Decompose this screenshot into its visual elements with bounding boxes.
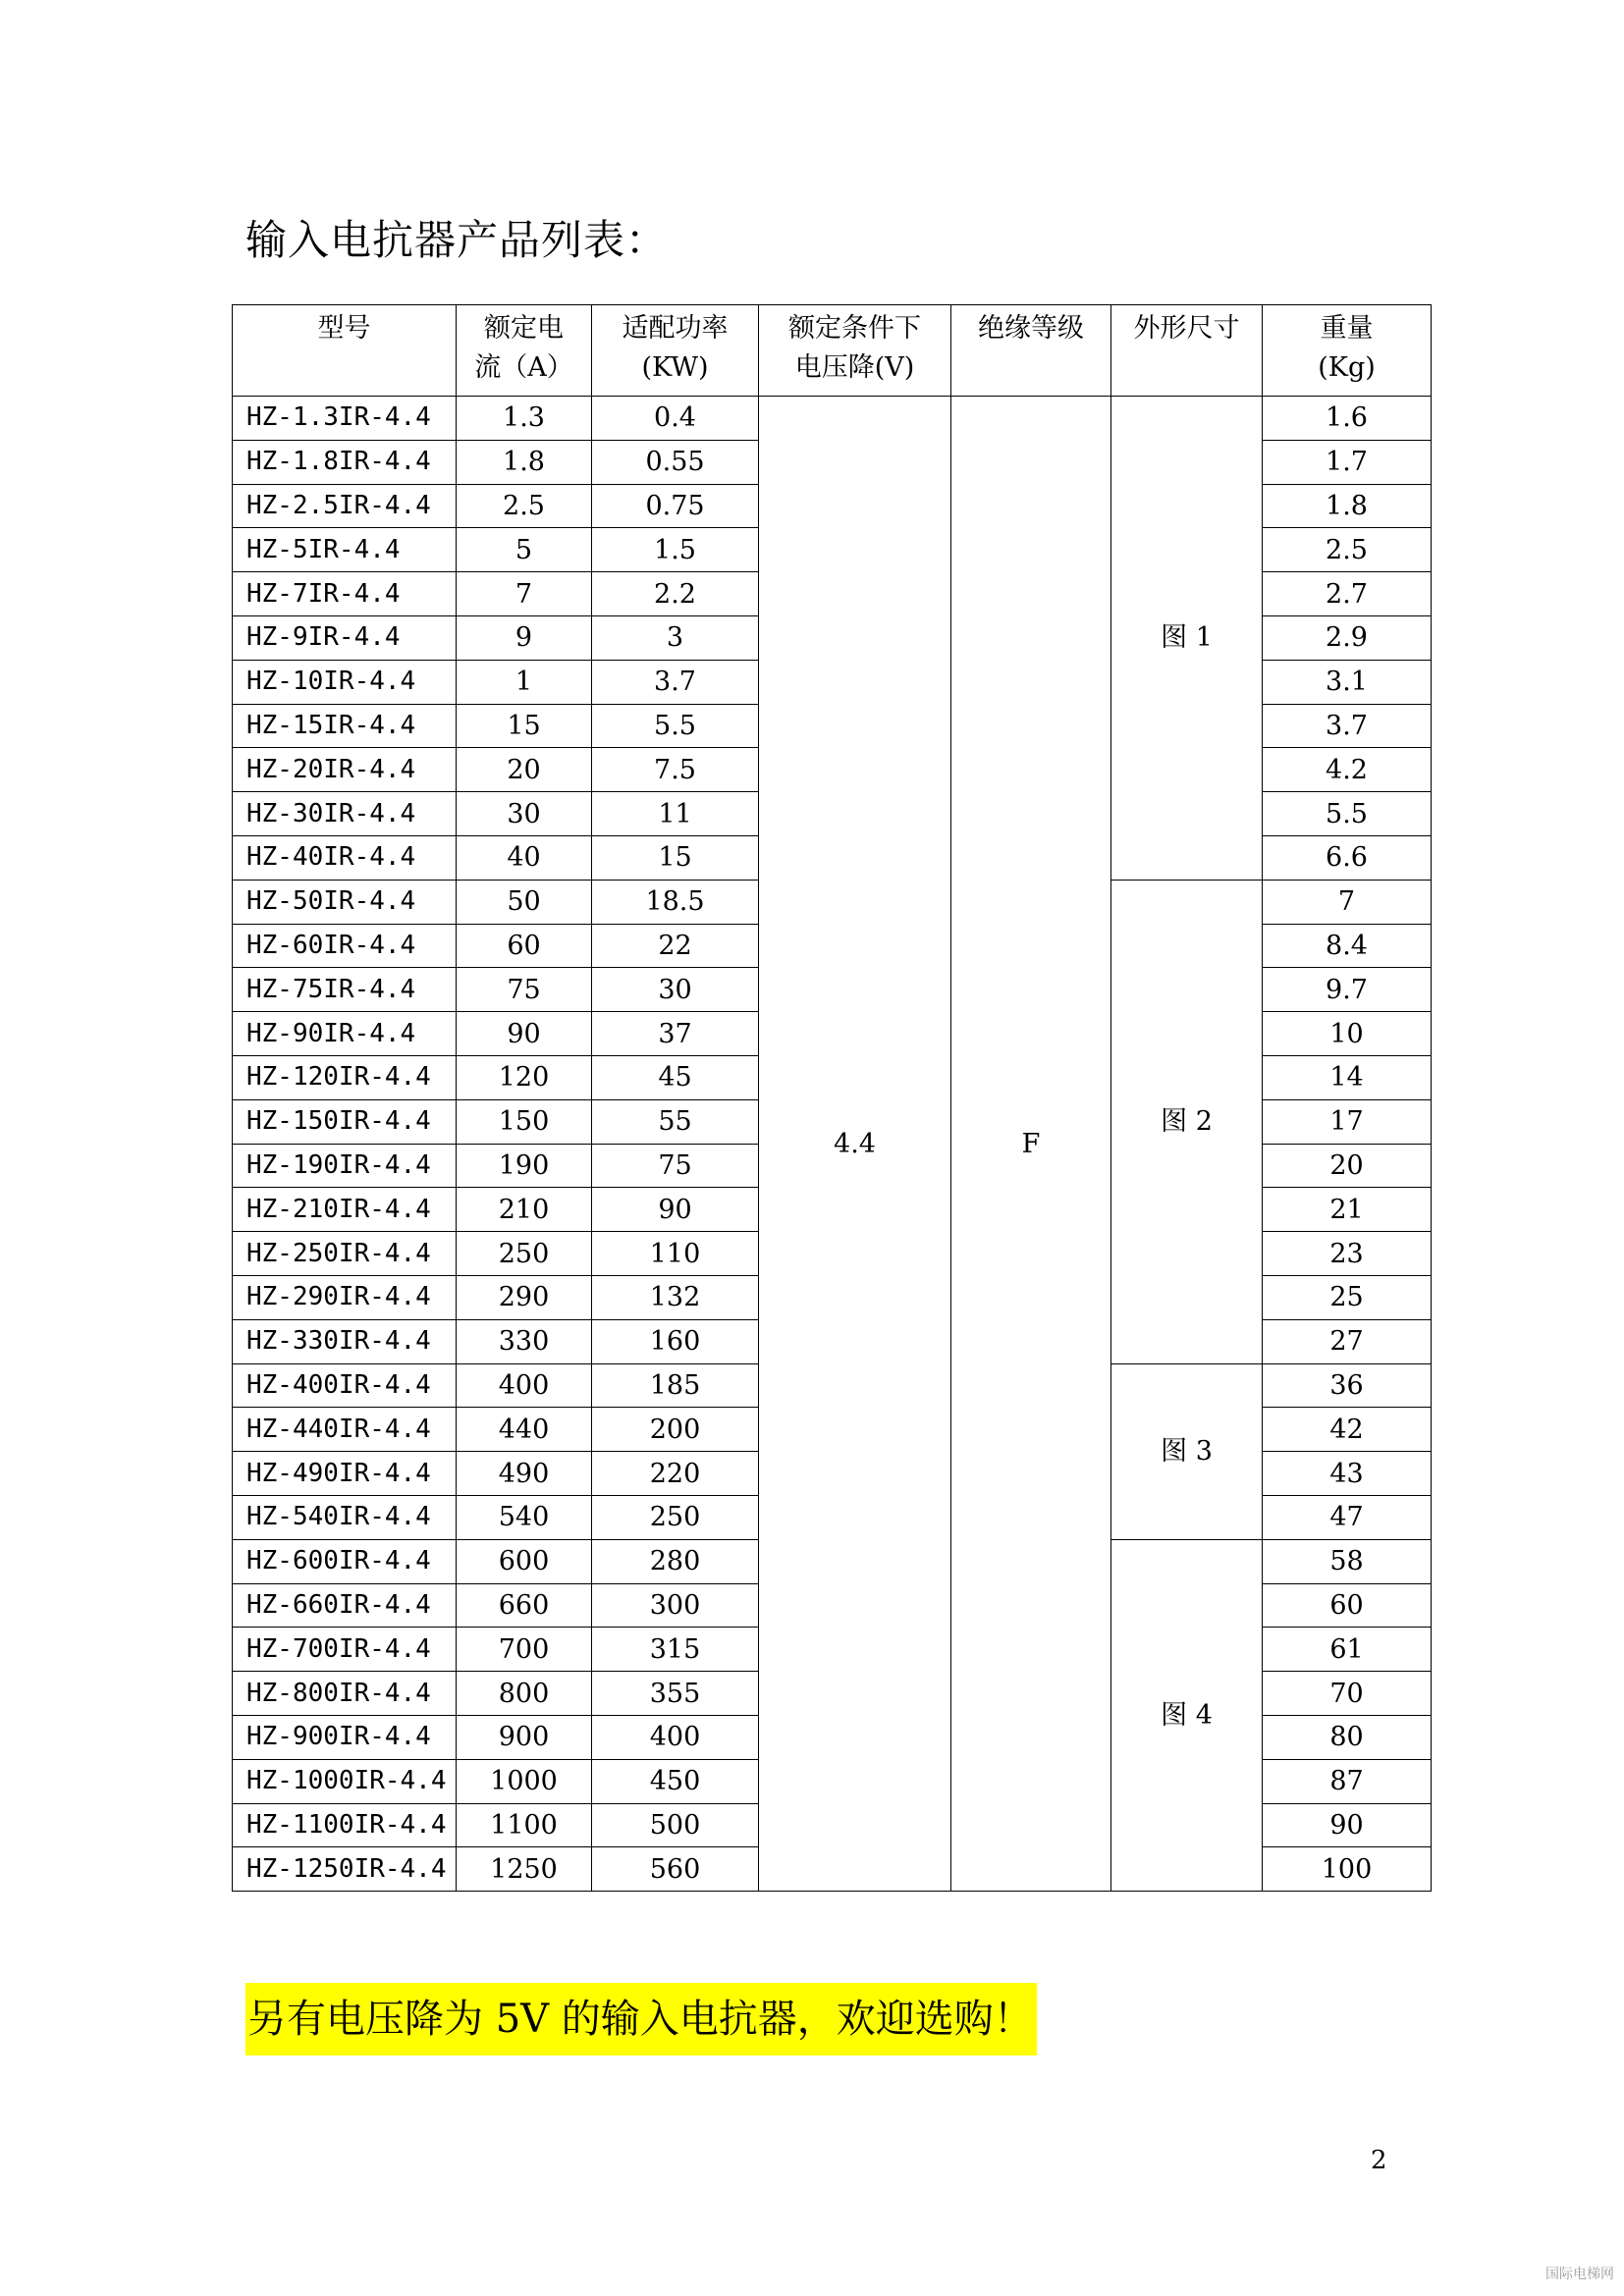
header-insulation xyxy=(951,305,1111,397)
cell-weight: 1.8 xyxy=(1263,484,1432,528)
header-text: 电压降(V) xyxy=(794,352,915,383)
cell-current: 660 xyxy=(457,1583,592,1628)
cell-power: 250 xyxy=(592,1495,759,1539)
cell-weight: 70 xyxy=(1263,1672,1432,1716)
cell-power: 132 xyxy=(592,1275,759,1319)
page-number: 2 xyxy=(1371,2146,1387,2175)
cell-model: HZ-1000IR-4.4 xyxy=(233,1759,457,1803)
header-text: 外形尺寸 xyxy=(1133,313,1240,344)
cell-weight: 20 xyxy=(1263,1144,1432,1188)
cell-weight: 9.7 xyxy=(1263,968,1432,1012)
header-text: 适配功率 xyxy=(622,313,729,344)
cell-power: 1.5 xyxy=(592,528,759,572)
cell-model: HZ-1100IR-4.4 xyxy=(233,1803,457,1847)
cell-model: HZ-1.8IR-4.4 xyxy=(233,440,457,484)
table-header-row xyxy=(233,305,1432,397)
cell-power: 315 xyxy=(592,1628,759,1672)
cell-model: HZ-540IR-4.4 xyxy=(233,1495,457,1539)
cell-current: 700 xyxy=(457,1628,592,1672)
cell-power: 45 xyxy=(592,1055,759,1099)
cell-power: 2.2 xyxy=(592,572,759,616)
header-text: 额定条件下 xyxy=(788,313,921,344)
cell-model: HZ-660IR-4.4 xyxy=(233,1583,457,1628)
header-power xyxy=(592,305,759,397)
header-text: 绝缘等级 xyxy=(978,313,1084,344)
cell-model: HZ-30IR-4.4 xyxy=(233,792,457,836)
cell-power: 280 xyxy=(592,1539,759,1583)
cell-weight: 17 xyxy=(1263,1099,1432,1144)
cell-weight: 1.6 xyxy=(1263,397,1432,441)
cell-power: 18.5 xyxy=(592,880,759,924)
cell-weight: 10 xyxy=(1263,1012,1432,1056)
cell-voltage-drop: 4.4 xyxy=(759,397,951,1892)
cell-model: HZ-50IR-4.4 xyxy=(233,880,457,924)
cell-weight: 4.2 xyxy=(1263,748,1432,792)
cell-power: 3.7 xyxy=(592,660,759,704)
cell-model: HZ-800IR-4.4 xyxy=(233,1672,457,1716)
cell-current: 900 xyxy=(457,1715,592,1759)
header-current xyxy=(457,305,592,397)
cell-current: 440 xyxy=(457,1408,592,1452)
header-size xyxy=(1111,305,1263,397)
cell-size-figure: 图 4 xyxy=(1111,1539,1263,1891)
cell-power: 15 xyxy=(592,835,759,880)
table-row xyxy=(233,397,1432,441)
cell-model: HZ-900IR-4.4 xyxy=(233,1715,457,1759)
cell-current: 1100 xyxy=(457,1803,592,1847)
cell-model: HZ-330IR-4.4 xyxy=(233,1319,457,1363)
cell-power: 11 xyxy=(592,792,759,836)
cell-current: 1.3 xyxy=(457,397,592,441)
cell-current: 490 xyxy=(457,1452,592,1496)
cell-model: HZ-5IR-4.4 xyxy=(233,528,457,572)
header-text: 型号 xyxy=(317,313,371,344)
cell-power: 560 xyxy=(592,1847,759,1892)
cell-model: HZ-9IR-4.4 xyxy=(233,615,457,660)
cell-power: 160 xyxy=(592,1319,759,1363)
cell-power: 500 xyxy=(592,1803,759,1847)
cell-current: 190 xyxy=(457,1144,592,1188)
cell-model: HZ-440IR-4.4 xyxy=(233,1408,457,1452)
cell-model: HZ-60IR-4.4 xyxy=(233,924,457,968)
cell-weight: 47 xyxy=(1263,1495,1432,1539)
cell-current: 90 xyxy=(457,1012,592,1056)
header-text: 流（A） xyxy=(474,352,573,383)
cell-weight: 2.9 xyxy=(1263,615,1432,660)
cell-current: 210 xyxy=(457,1188,592,1232)
cell-power: 75 xyxy=(592,1144,759,1188)
cell-weight: 1.7 xyxy=(1263,440,1432,484)
cell-power: 220 xyxy=(592,1452,759,1496)
cell-model: HZ-400IR-4.4 xyxy=(233,1363,457,1408)
cell-weight: 23 xyxy=(1263,1232,1432,1276)
cell-power: 22 xyxy=(592,924,759,968)
header-text: (KW) xyxy=(641,352,709,383)
table-body xyxy=(233,397,1432,1892)
cell-power: 185 xyxy=(592,1363,759,1408)
cell-model: HZ-7IR-4.4 xyxy=(233,572,457,616)
cell-weight: 58 xyxy=(1263,1539,1432,1583)
watermark-logo: 国际电梯网 xyxy=(1545,2267,1614,2282)
cell-model: HZ-150IR-4.4 xyxy=(233,1099,457,1144)
cell-current: 250 xyxy=(457,1232,592,1276)
cell-power: 450 xyxy=(592,1759,759,1803)
header-voltage-drop xyxy=(759,305,951,397)
cell-model: HZ-20IR-4.4 xyxy=(233,748,457,792)
cell-model: HZ-250IR-4.4 xyxy=(233,1232,457,1276)
cell-current: 800 xyxy=(457,1672,592,1716)
cell-current: 1000 xyxy=(457,1759,592,1803)
cell-power: 90 xyxy=(592,1188,759,1232)
cell-weight: 80 xyxy=(1263,1715,1432,1759)
cell-weight: 8.4 xyxy=(1263,924,1432,968)
cell-weight: 7 xyxy=(1263,880,1432,924)
cell-model: HZ-1250IR-4.4 xyxy=(233,1847,457,1892)
cell-power: 7.5 xyxy=(592,748,759,792)
page-title: 输入电抗器产品列表： xyxy=(245,216,669,264)
product-table xyxy=(232,304,1432,1892)
cell-model: HZ-15IR-4.4 xyxy=(233,704,457,748)
cell-power: 0.4 xyxy=(592,397,759,441)
cell-power: 5.5 xyxy=(592,704,759,748)
cell-current: 15 xyxy=(457,704,592,748)
cell-model: HZ-2.5IR-4.4 xyxy=(233,484,457,528)
cell-current: 120 xyxy=(457,1055,592,1099)
cell-weight: 100 xyxy=(1263,1847,1432,1892)
cell-weight: 3.1 xyxy=(1263,660,1432,704)
cell-model: HZ-120IR-4.4 xyxy=(233,1055,457,1099)
cell-size-figure: 图 1 xyxy=(1111,397,1263,881)
cell-weight: 36 xyxy=(1263,1363,1432,1408)
header-text: 重量 xyxy=(1320,313,1374,344)
cell-current: 30 xyxy=(457,792,592,836)
cell-model: HZ-290IR-4.4 xyxy=(233,1275,457,1319)
cell-model: HZ-90IR-4.4 xyxy=(233,1012,457,1056)
cell-weight: 87 xyxy=(1263,1759,1432,1803)
header-text: 额定电 xyxy=(484,313,564,344)
cell-weight: 61 xyxy=(1263,1628,1432,1672)
cell-power: 110 xyxy=(592,1232,759,1276)
cell-weight: 5.5 xyxy=(1263,792,1432,836)
cell-current: 400 xyxy=(457,1363,592,1408)
cell-current: 1 xyxy=(457,660,592,704)
cell-current: 1250 xyxy=(457,1847,592,1892)
cell-weight: 2.7 xyxy=(1263,572,1432,616)
cell-current: 540 xyxy=(457,1495,592,1539)
cell-weight: 42 xyxy=(1263,1408,1432,1452)
cell-current: 150 xyxy=(457,1099,592,1144)
header-weight xyxy=(1263,305,1432,397)
cell-power: 300 xyxy=(592,1583,759,1628)
highlight-note: 另有电压降为 5V 的输入电抗器，欢迎选购！ xyxy=(245,1983,1037,2056)
cell-current: 600 xyxy=(457,1539,592,1583)
cell-power: 0.55 xyxy=(592,440,759,484)
cell-model: HZ-75IR-4.4 xyxy=(233,968,457,1012)
header-model xyxy=(233,305,457,397)
cell-current: 40 xyxy=(457,835,592,880)
cell-model: HZ-190IR-4.4 xyxy=(233,1144,457,1188)
cell-model: HZ-210IR-4.4 xyxy=(233,1188,457,1232)
cell-current: 50 xyxy=(457,880,592,924)
cell-power: 200 xyxy=(592,1408,759,1452)
cell-weight: 27 xyxy=(1263,1319,1432,1363)
cell-model: HZ-40IR-4.4 xyxy=(233,835,457,880)
cell-current: 2.5 xyxy=(457,484,592,528)
cell-weight: 21 xyxy=(1263,1188,1432,1232)
header-text: (Kg) xyxy=(1318,352,1376,383)
cell-model: HZ-490IR-4.4 xyxy=(233,1452,457,1496)
cell-power: 355 xyxy=(592,1672,759,1716)
cell-current: 60 xyxy=(457,924,592,968)
cell-power: 37 xyxy=(592,1012,759,1056)
cell-size-figure: 图 2 xyxy=(1111,880,1263,1363)
cell-size-figure: 图 3 xyxy=(1111,1363,1263,1539)
cell-power: 400 xyxy=(592,1715,759,1759)
cell-power: 0.75 xyxy=(592,484,759,528)
cell-weight: 25 xyxy=(1263,1275,1432,1319)
cell-weight: 6.6 xyxy=(1263,835,1432,880)
cell-power: 3 xyxy=(592,615,759,660)
cell-weight: 60 xyxy=(1263,1583,1432,1628)
cell-current: 75 xyxy=(457,968,592,1012)
cell-power: 55 xyxy=(592,1099,759,1144)
cell-current: 20 xyxy=(457,748,592,792)
cell-insulation-class: F xyxy=(951,397,1111,1892)
cell-model: HZ-1.3IR-4.4 xyxy=(233,397,457,441)
cell-power: 30 xyxy=(592,968,759,1012)
cell-current: 7 xyxy=(457,572,592,616)
cell-weight: 43 xyxy=(1263,1452,1432,1496)
cell-model: HZ-700IR-4.4 xyxy=(233,1628,457,1672)
cell-model: HZ-10IR-4.4 xyxy=(233,660,457,704)
cell-weight: 2.5 xyxy=(1263,528,1432,572)
cell-current: 330 xyxy=(457,1319,592,1363)
cell-current: 5 xyxy=(457,528,592,572)
cell-current: 9 xyxy=(457,615,592,660)
cell-weight: 14 xyxy=(1263,1055,1432,1099)
cell-current: 290 xyxy=(457,1275,592,1319)
cell-weight: 90 xyxy=(1263,1803,1432,1847)
cell-model: HZ-600IR-4.4 xyxy=(233,1539,457,1583)
cell-current: 1.8 xyxy=(457,440,592,484)
cell-weight: 3.7 xyxy=(1263,704,1432,748)
